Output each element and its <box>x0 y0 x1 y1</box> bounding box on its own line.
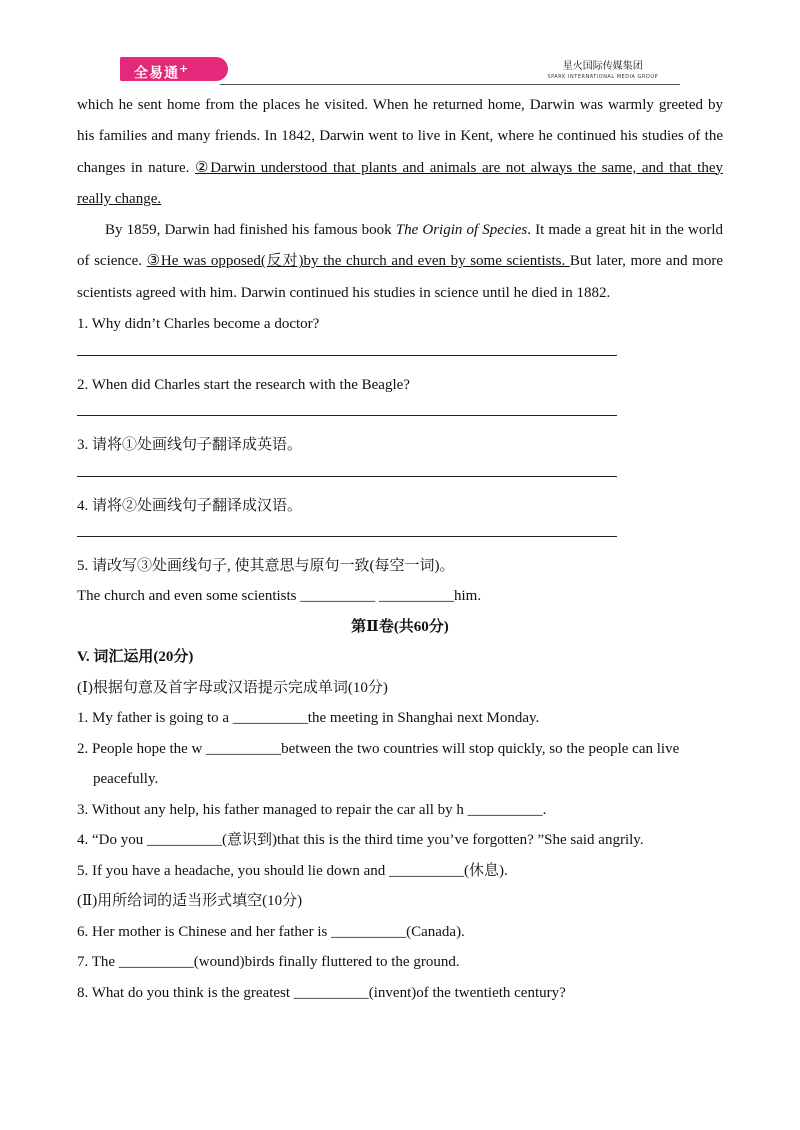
passage-text: But later, more and more scientists agreed with him. Darwin continued his studies in science until he died in 1882. <box>77 253 723 301</box>
page-header <box>120 55 680 85</box>
publisher-subtitle: SPARK INTERNATIONAL MEDIA GROUP <box>547 74 658 80</box>
header-divider <box>220 84 680 85</box>
subsection-2-heading: (Ⅱ)用所给词的适当形式填空(10分) <box>77 893 303 910</box>
vocab-item-2: 2. People hope the w __________between the two countries will stop quickly, so the people can live peacefully. <box>77 740 680 788</box>
question-5-sentence: The church and even some scientists __________ __________him. <box>77 588 482 605</box>
vocab-item-4: 4. “Do you __________(意识到)that this is the third time you’ve forgotten? ”She said angrily. <box>77 832 644 849</box>
passage-paragraph-2 <box>77 215 723 309</box>
passage-paragraph-1 <box>77 90 723 215</box>
page-content <box>77 90 723 1008</box>
passage-text: which he sent home from the places he visited. When he returned home, Darwin was warmly greeted by his families and many friends. In 1842, Darwin went to live in Kent, where he continued his studies of the changes in nature. <box>77 97 723 176</box>
part-2-title: 第Ⅱ卷(共60分) <box>351 618 449 635</box>
publisher-mark <box>547 61 658 83</box>
passage-text: . It made a great hit in the world of science. <box>77 222 724 270</box>
vocab-item-1: 1. My father is going to a __________the meeting in Shanghai next Monday. <box>77 710 540 727</box>
publisher-name: 星火国际传媒集团 <box>562 61 643 72</box>
underlined-sentence-2: ②Darwin understood that plants and animals are not always the same, and that they really change. <box>77 159 723 207</box>
vocab-item-8: 8. What do you think is the greatest __________(invent)of the twentieth century? <box>77 984 566 1001</box>
underlined-sentence-3: ③He was opposed(反对)by the church and even by some scientists. <box>146 253 570 270</box>
brand-logo-plus: + <box>179 62 190 75</box>
section-v-heading: V. 词汇运用(20分) <box>77 649 194 666</box>
question-3: 3. 请将①处画线句子翻译成英语。 <box>77 437 303 454</box>
question-5: 5. 请改写③处画线句子, 使其意思与原句一致(每空一词)。 <box>77 558 455 575</box>
question-1: 1. Why didn’t Charles become a doctor? <box>77 316 320 333</box>
brand-logo-text: 全易通 <box>134 65 179 82</box>
vocab-item-5: 5. If you have a headache, you should lie down and __________(休息). <box>77 862 508 879</box>
vocab-item-3: 3. Without any help, his father managed to repair the car all by h __________. <box>77 801 547 818</box>
brand-logo <box>120 57 228 81</box>
vocab-item-7: 7. The __________(wound)birds finally fluttered to the ground. <box>77 954 460 971</box>
question-4: 4. 请将②处画线句子翻译成汉语。 <box>77 497 303 514</box>
vocab-item-6: 6. Her mother is Chinese and her father is __________(Canada). <box>77 923 465 940</box>
passage-text: By 1859, Darwin had finished his famous book <box>105 222 396 239</box>
question-2: 2. When did Charles start the research with the Beagle? <box>77 376 410 393</box>
subsection-1-heading: (Ⅰ)根据句意及首字母或汉语提示完成单词(10分) <box>77 679 388 696</box>
book-title: The Origin of Species <box>395 222 528 239</box>
